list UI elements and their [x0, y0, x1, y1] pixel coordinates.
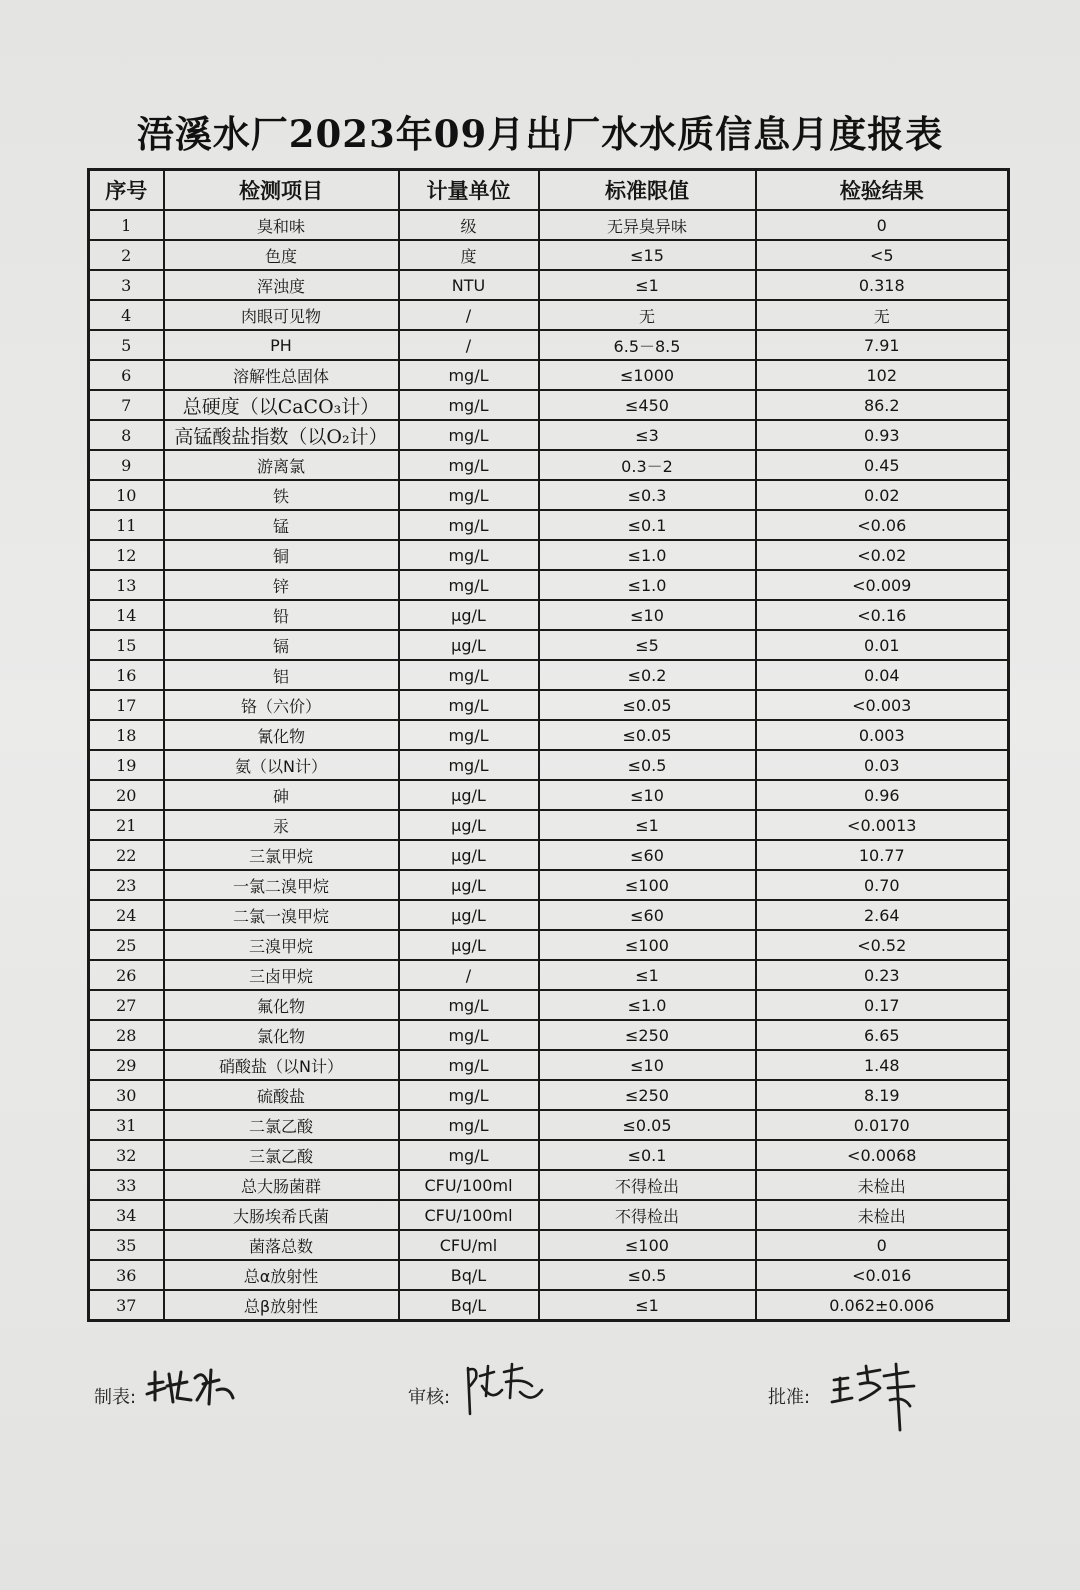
cell-limit: ≤0.5	[539, 750, 756, 780]
header-row	[89, 170, 1009, 211]
cell-unit: Bq/L	[399, 1260, 539, 1290]
cell-limit: ≤100	[539, 1230, 756, 1260]
table-row	[89, 600, 1009, 630]
header-item: 检测项目	[164, 170, 399, 211]
cell-limit: ≤250	[539, 1020, 756, 1050]
cell-result: 0.96	[756, 780, 1009, 810]
cell-unit: mg/L	[399, 690, 539, 720]
cell-limit: ≤0.2	[539, 660, 756, 690]
cell-seq: 27	[89, 990, 164, 1020]
cell-limit: ≤5	[539, 630, 756, 660]
table-body	[89, 210, 1009, 1321]
cell-limit: ≤100	[539, 870, 756, 900]
cell-seq: 20	[89, 780, 164, 810]
cell-unit: /	[399, 300, 539, 330]
cell-item: 三卤甲烷	[164, 960, 399, 990]
cell-result: <0.0068	[756, 1140, 1009, 1170]
cell-unit: mg/L	[399, 1050, 539, 1080]
cell-result: 0.03	[756, 750, 1009, 780]
prepared-signature	[143, 1360, 238, 1408]
cell-item: 砷	[164, 780, 399, 810]
cell-result: <0.06	[756, 510, 1009, 540]
cell-limit: 6.5－8.5	[539, 330, 756, 360]
cell-limit: ≤60	[539, 900, 756, 930]
cell-result: 未检出	[756, 1170, 1009, 1200]
cell-item: 三氯乙酸	[164, 1140, 399, 1170]
cell-result: 0.45	[756, 450, 1009, 480]
cell-item: 肉眼可见物	[164, 300, 399, 330]
cell-unit: mg/L	[399, 510, 539, 540]
cell-unit: mg/L	[399, 660, 539, 690]
cell-result: <0.009	[756, 570, 1009, 600]
table-row	[89, 840, 1009, 870]
cell-seq: 37	[89, 1290, 164, 1321]
cell-limit: ≤10	[539, 1050, 756, 1080]
cell-limit: 无异臭异味	[539, 210, 756, 240]
cell-limit: 不得检出	[539, 1200, 756, 1230]
cell-limit: ≤1.0	[539, 570, 756, 600]
cell-seq: 32	[89, 1140, 164, 1170]
table-row	[89, 330, 1009, 360]
cell-result: <0.16	[756, 600, 1009, 630]
cell-item: 臭和味	[164, 210, 399, 240]
cell-unit: mg/L	[399, 1140, 539, 1170]
table-row	[89, 870, 1009, 900]
table-row	[89, 1110, 1009, 1140]
cell-unit: μg/L	[399, 810, 539, 840]
table-row	[89, 900, 1009, 930]
cell-unit: mg/L	[399, 1020, 539, 1050]
cell-seq: 29	[89, 1050, 164, 1080]
cell-seq: 17	[89, 690, 164, 720]
cell-unit: μg/L	[399, 840, 539, 870]
cell-result: 0.17	[756, 990, 1009, 1020]
cell-unit: 级	[399, 210, 539, 240]
cell-item: 硝酸盐（以N计）	[164, 1050, 399, 1080]
table-row	[89, 630, 1009, 660]
cell-result: 0	[756, 1230, 1009, 1260]
table-row	[89, 360, 1009, 390]
cell-seq: 13	[89, 570, 164, 600]
cell-limit: ≤0.05	[539, 690, 756, 720]
cell-item: 硫酸盐	[164, 1080, 399, 1110]
table-row	[89, 690, 1009, 720]
cell-limit: ≤0.5	[539, 1260, 756, 1290]
cell-limit: ≤0.1	[539, 510, 756, 540]
cell-limit: ≤60	[539, 840, 756, 870]
cell-result: <0.016	[756, 1260, 1009, 1290]
cell-unit: mg/L	[399, 720, 539, 750]
table-row	[89, 570, 1009, 600]
cell-limit: 无	[539, 300, 756, 330]
cell-seq: 16	[89, 660, 164, 690]
cell-seq: 3	[89, 270, 164, 300]
cell-item: 二氯乙酸	[164, 1110, 399, 1140]
cell-result: 0.062±0.006	[756, 1290, 1009, 1321]
cell-unit: mg/L	[399, 1110, 539, 1140]
cell-item: 大肠埃希氏菌	[164, 1200, 399, 1230]
cell-item: 氯化物	[164, 1020, 399, 1050]
header-result: 检验结果	[756, 170, 1009, 211]
cell-result: 0.04	[756, 660, 1009, 690]
cell-unit: 度	[399, 240, 539, 270]
cell-limit: ≤250	[539, 1080, 756, 1110]
cell-unit: CFU/100ml	[399, 1170, 539, 1200]
cell-result: 0.318	[756, 270, 1009, 300]
cell-result: 8.19	[756, 1080, 1009, 1110]
cell-result: 0.02	[756, 480, 1009, 510]
cell-seq: 23	[89, 870, 164, 900]
cell-item: 三氯甲烷	[164, 840, 399, 870]
cell-item: 锰	[164, 510, 399, 540]
cell-item: 总大肠菌群	[164, 1170, 399, 1200]
cell-result: <0.0013	[756, 810, 1009, 840]
cell-seq: 28	[89, 1020, 164, 1050]
cell-unit: /	[399, 330, 539, 360]
cell-limit: ≤1.0	[539, 990, 756, 1020]
cell-item: 铜	[164, 540, 399, 570]
cell-result: 1.48	[756, 1050, 1009, 1080]
cell-seq: 7	[89, 390, 164, 420]
table-row	[89, 1290, 1009, 1321]
table-row	[89, 780, 1009, 810]
cell-seq: 34	[89, 1200, 164, 1230]
approved-label: 批准:	[768, 1387, 811, 1408]
cell-unit: μg/L	[399, 600, 539, 630]
cell-limit: ≤10	[539, 780, 756, 810]
cell-seq: 4	[89, 300, 164, 330]
cell-seq: 33	[89, 1170, 164, 1200]
cell-result: 0.23	[756, 960, 1009, 990]
table-row	[89, 510, 1009, 540]
cell-result: 7.91	[756, 330, 1009, 360]
cell-item: 铬（六价）	[164, 690, 399, 720]
cell-item: 菌落总数	[164, 1230, 399, 1260]
cell-unit: μg/L	[399, 870, 539, 900]
cell-unit: mg/L	[399, 990, 539, 1020]
table-row	[89, 810, 1009, 840]
reviewed-label: 审核:	[408, 1387, 451, 1408]
table-row	[89, 1170, 1009, 1200]
cell-seq: 2	[89, 240, 164, 270]
cell-unit: μg/L	[399, 630, 539, 660]
cell-seq: 18	[89, 720, 164, 750]
cell-seq: 25	[89, 930, 164, 960]
header-unit: 计量单位	[399, 170, 539, 211]
cell-limit: 不得检出	[539, 1170, 756, 1200]
cell-limit: ≤3	[539, 420, 756, 450]
cell-seq: 6	[89, 360, 164, 390]
cell-item: 铁	[164, 480, 399, 510]
cell-limit: ≤10	[539, 600, 756, 630]
cell-item: 色度	[164, 240, 399, 270]
cell-unit: Bq/L	[399, 1290, 539, 1321]
cell-seq: 8	[89, 420, 164, 450]
cell-unit: mg/L	[399, 480, 539, 510]
cell-seq: 36	[89, 1260, 164, 1290]
cell-limit: ≤1.0	[539, 540, 756, 570]
cell-item: 镉	[164, 630, 399, 660]
table-row	[89, 720, 1009, 750]
prepared-label: 制表:	[94, 1387, 137, 1408]
table-row	[89, 930, 1009, 960]
cell-unit: μg/L	[399, 780, 539, 810]
table-row	[89, 1080, 1009, 1110]
table-row	[89, 1260, 1009, 1290]
cell-item: 总硬度（以CaCO₃计）	[164, 390, 399, 420]
cell-seq: 15	[89, 630, 164, 660]
header-limit: 标准限值	[539, 170, 756, 211]
cell-result: <5	[756, 240, 1009, 270]
cell-limit: ≤1	[539, 270, 756, 300]
cell-unit: CFU/100ml	[399, 1200, 539, 1230]
cell-seq: 11	[89, 510, 164, 540]
cell-result: 0.01	[756, 630, 1009, 660]
cell-limit: ≤1	[539, 810, 756, 840]
cell-unit: mg/L	[399, 390, 539, 420]
cell-unit: NTU	[399, 270, 539, 300]
cell-seq: 12	[89, 540, 164, 570]
reviewed-signature	[462, 1356, 550, 1420]
cell-result: 0.0170	[756, 1110, 1009, 1140]
table-row	[89, 420, 1009, 450]
cell-item: 锌	[164, 570, 399, 600]
table-row	[89, 210, 1009, 240]
cell-limit: ≤0.1	[539, 1140, 756, 1170]
cell-unit: mg/L	[399, 750, 539, 780]
cell-seq: 14	[89, 600, 164, 630]
table-row	[89, 390, 1009, 420]
cell-seq: 1	[89, 210, 164, 240]
cell-limit: ≤1	[539, 960, 756, 990]
cell-item: 氨（以N计）	[164, 750, 399, 780]
table-row	[89, 1140, 1009, 1170]
cell-item: 二氯一溴甲烷	[164, 900, 399, 930]
table-row	[89, 1020, 1009, 1050]
header-seq: 序号	[89, 170, 164, 211]
table-row	[89, 300, 1009, 330]
cell-limit: ≤1000	[539, 360, 756, 390]
cell-seq: 26	[89, 960, 164, 990]
table-row	[89, 1200, 1009, 1230]
cell-item: 氟化物	[164, 990, 399, 1020]
cell-item: 高锰酸盐指数（以O₂计）	[164, 420, 399, 450]
cell-result: 未检出	[756, 1200, 1009, 1230]
cell-limit: ≤0.05	[539, 720, 756, 750]
cell-item: PH	[164, 330, 399, 360]
cell-item: 一氯二溴甲烷	[164, 870, 399, 900]
cell-item: 铝	[164, 660, 399, 690]
cell-seq: 22	[89, 840, 164, 870]
cell-result: 10.77	[756, 840, 1009, 870]
cell-result: <0.02	[756, 540, 1009, 570]
table-row	[89, 480, 1009, 510]
table-row	[89, 240, 1009, 270]
cell-result: 2.64	[756, 900, 1009, 930]
cell-item: 总α放射性	[164, 1260, 399, 1290]
cell-unit: mg/L	[399, 540, 539, 570]
cell-seq: 21	[89, 810, 164, 840]
cell-item: 三溴甲烷	[164, 930, 399, 960]
cell-result: <0.003	[756, 690, 1009, 720]
cell-limit: 0.3－2	[539, 450, 756, 480]
table-row	[89, 990, 1009, 1020]
cell-item: 游离氯	[164, 450, 399, 480]
cell-limit: ≤100	[539, 930, 756, 960]
cell-limit: ≤450	[539, 390, 756, 420]
table-row	[89, 660, 1009, 690]
cell-item: 氰化物	[164, 720, 399, 750]
cell-limit: ≤0.3	[539, 480, 756, 510]
cell-result: 102	[756, 360, 1009, 390]
cell-seq: 10	[89, 480, 164, 510]
cell-seq: 19	[89, 750, 164, 780]
cell-unit: μg/L	[399, 900, 539, 930]
cell-seq: 24	[89, 900, 164, 930]
cell-item: 铅	[164, 600, 399, 630]
cell-result: 0	[756, 210, 1009, 240]
cell-unit: CFU/ml	[399, 1230, 539, 1260]
cell-item: 汞	[164, 810, 399, 840]
cell-unit: mg/L	[399, 1080, 539, 1110]
cell-limit: ≤15	[539, 240, 756, 270]
cell-unit: /	[399, 960, 539, 990]
table-row	[89, 1050, 1009, 1080]
cell-seq: 31	[89, 1110, 164, 1140]
table-row	[89, 960, 1009, 990]
cell-limit: ≤0.05	[539, 1110, 756, 1140]
cell-unit: mg/L	[399, 450, 539, 480]
cell-seq: 30	[89, 1080, 164, 1110]
cell-seq: 5	[89, 330, 164, 360]
cell-unit: mg/L	[399, 570, 539, 600]
table-row	[89, 450, 1009, 480]
cell-seq: 35	[89, 1230, 164, 1260]
table-row	[89, 270, 1009, 300]
cell-result: 0.93	[756, 420, 1009, 450]
cell-result: <0.52	[756, 930, 1009, 960]
report-title: 浯溪水厂2023年09月出厂水水质信息月度报表	[136, 112, 944, 156]
cell-item: 溶解性总固体	[164, 360, 399, 390]
table-row	[89, 540, 1009, 570]
cell-unit: mg/L	[399, 360, 539, 390]
cell-result: 无	[756, 300, 1009, 330]
water-quality-table	[87, 168, 1010, 1322]
cell-limit: ≤1	[539, 1290, 756, 1321]
cell-result: 86.2	[756, 390, 1009, 420]
cell-unit: μg/L	[399, 930, 539, 960]
cell-seq: 9	[89, 450, 164, 480]
cell-result: 0.003	[756, 720, 1009, 750]
cell-item: 总β放射性	[164, 1290, 399, 1321]
cell-item: 浑浊度	[164, 270, 399, 300]
table-row	[89, 750, 1009, 780]
table-row	[89, 1230, 1009, 1260]
approved-signature	[830, 1360, 922, 1432]
cell-result: 6.65	[756, 1020, 1009, 1050]
cell-unit: mg/L	[399, 420, 539, 450]
cell-result: 0.70	[756, 870, 1009, 900]
